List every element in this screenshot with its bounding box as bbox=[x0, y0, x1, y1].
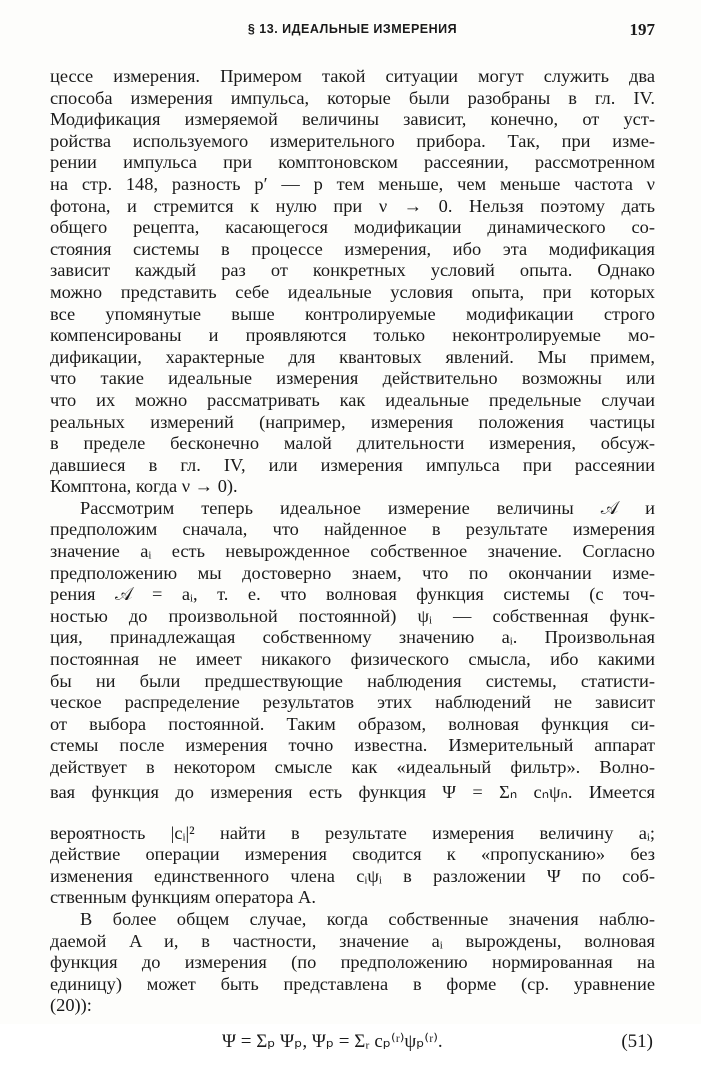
text-line: Комптона, когда ν → 0). bbox=[50, 476, 238, 497]
text-line: на стр. 148, разность p′ — p тем меньше, чем меньше частота ν bbox=[50, 173, 655, 194]
text-line: В более общем случае, когда собственные значения наблю- bbox=[80, 908, 655, 929]
text-line: ческое распределение результатов этих наблюдений не зависит bbox=[50, 692, 655, 713]
text-line: рении импульса при комптоновском рассеянии, рассмотренном bbox=[50, 152, 655, 173]
text-line: общего рецепта, касающегося модификации динамического со- bbox=[50, 217, 655, 238]
text-line: действует в некотором смысле как «идеальный фильтр». Волно- bbox=[50, 757, 655, 777]
text-line: значение aᵢ есть невырожденное собственное значение. Согласно bbox=[50, 541, 655, 562]
text-line: фотона, и стремится к нулю при ν → 0. Нельзя поэтому дать bbox=[50, 195, 655, 216]
text-line: действие операции измерения сводится к «пропусканию» без bbox=[50, 844, 655, 865]
text-line: постоянная не имеет никакого физического смысла, ибо какими bbox=[50, 649, 655, 670]
text-line: вая функция до измерения есть функция Ψ = Σₙ cₙψₙ. Имеется bbox=[50, 781, 655, 802]
text-line: рения 𝒜 = aᵢ, т. е. что волновая функция системы (с точ- bbox=[50, 584, 655, 605]
text-line: что их можно рассматривать как идеальные предельные случаи bbox=[50, 389, 655, 410]
running-head bbox=[50, 22, 655, 46]
text-line: реальных измерений (например, измерения положения частицы bbox=[50, 411, 655, 432]
text-line: единицу) может быть представлена в форме (ср. уравнение bbox=[50, 973, 655, 994]
text-line: можно представить себе идеальные условия опыта, при которых bbox=[50, 281, 655, 302]
text-line: способа измерения импульса, которые были разобраны в гл. IV. bbox=[50, 87, 655, 108]
page-number: 197 bbox=[629, 20, 655, 39]
text-line: в пределе бесконечно малой длительности измерения, обсуж- bbox=[50, 433, 655, 454]
text-line: функция до измерения (по предположению нормированная на bbox=[50, 952, 655, 973]
text-line: компенсированы и проявляются только неконтролируемые мо- bbox=[50, 325, 655, 346]
text-line: ройства используемого измерительного прибора. Так, при изме- bbox=[50, 130, 655, 151]
paragraph-2 bbox=[50, 498, 655, 909]
paragraph-3 bbox=[50, 909, 655, 1017]
text-line: предположим сначала, что найденное в результате измерения bbox=[50, 519, 655, 540]
text-line: Рассмотрим теперь идеальное измерение величины 𝒜 и bbox=[80, 497, 655, 518]
text-line: (20)): bbox=[50, 995, 92, 1016]
text-line: даемой A и, в частности, значение aᵢ вырождены, волновая bbox=[50, 930, 655, 951]
text-line: ностью до произвольной постоянной) ψᵢ — собственная функ- bbox=[50, 605, 655, 626]
equation-51 bbox=[50, 1021, 655, 1073]
text-line: бы ни были предшествующие наблюдения системы, статисти- bbox=[50, 670, 655, 691]
paragraph-1 bbox=[50, 66, 655, 498]
text-line: давшиеся в гл. IV, или измерения импульса при рассеянии bbox=[50, 454, 655, 475]
body-text bbox=[50, 66, 655, 1073]
text-line: изменения единственного члена cᵢψᵢ в разложении Ψ по соб- bbox=[50, 865, 655, 886]
text-line: от выбора постоянной. Таким образом, волновая функция си- bbox=[50, 713, 655, 734]
text-line: стемы после измерения точно известна. Измерительный аппарат bbox=[50, 735, 655, 756]
equation-text: Ψ = Σₚ Ψₚ, Ψₚ = Σᵣ cₚ⁽ʳ⁾ψₚ⁽ʳ⁾. bbox=[222, 1030, 443, 1052]
equation-number: (51) bbox=[621, 1030, 653, 1052]
text-line: цессе измерения. Примером такой ситуации могут служить два bbox=[50, 66, 655, 86]
text-line: Модификация измеряемой величины зависит, конечно, от уст- bbox=[50, 109, 655, 130]
text-line: предположению мы достоверно знаем, что по окончании изме- bbox=[50, 562, 655, 583]
text-line: вероятность |cᵢ|² найти в результате измерения величину aᵢ; bbox=[50, 822, 655, 843]
text-line: ственным функциям оператора A. bbox=[50, 887, 316, 908]
text-line: стояния системы в процессе измерения, ибо эта модификация bbox=[50, 238, 655, 259]
text-line: что такие идеальные измерения действительно возможны или bbox=[50, 368, 655, 389]
text-line: дификации, характерные для квантовых явлений. Мы примем, bbox=[50, 346, 655, 367]
text-line: все упомянутые выше контролируемые модификации строго bbox=[50, 303, 655, 324]
section-title: § 13. ИДЕАЛЬНЫЕ ИЗМЕРЕНИЯ bbox=[247, 22, 458, 36]
text-line: ция, принадлежащая собственному значению aᵢ. Произвольная bbox=[50, 627, 655, 648]
text-line: зависит каждый раз от конкретных условий опыта. Однако bbox=[50, 260, 655, 281]
